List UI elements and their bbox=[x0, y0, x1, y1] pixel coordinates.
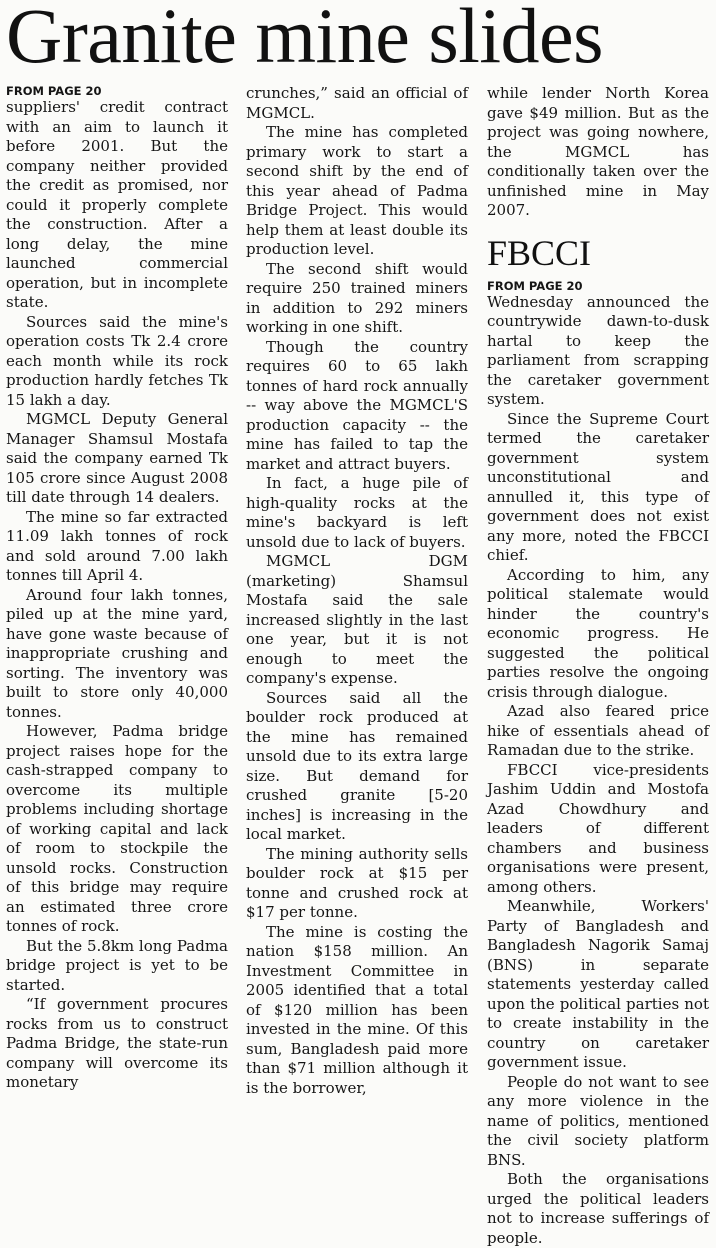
paragraph: However, Padma bridge project raises hope for the cash-strapped company to overcome its multiple problems including shortage of working capital and lack of room to stockpile the unsold rocks. Construction of this bridge may require an estimated three crore tonnes of rock. bbox=[6, 722, 228, 935]
paragraph: The mine has completed primary work to start a second shift by the end of this year ahead of Padma Bridge Project. This would help them at least double its production level. bbox=[246, 123, 468, 258]
headline: Granite mine slides bbox=[6, 0, 604, 79]
paragraph: Sources said the mine's operation costs Tk 2.4 crore each month while its rock production hardly fetches Tk 15 lakh a day. bbox=[6, 312, 228, 409]
paragraph: The mine so far extracted 11.09 lakh tonnes of rock and sold around 7.00 lakh tonnes till April 4. bbox=[6, 507, 228, 584]
paragraph: But the 5.8km long Padma bridge project is yet to be started. bbox=[6, 936, 228, 994]
paragraph: Wednesday announced the countrywide dawn-to-dusk hartal to keep the parliament from scrapping the caretaker government system. bbox=[487, 292, 709, 408]
article-column-3 bbox=[487, 84, 709, 1248]
paragraph: The second shift would require 250 trained miners in addition to 292 miners working in one shift. bbox=[246, 259, 468, 336]
continuation-kicker: FROM PAGE 20 bbox=[487, 278, 583, 293]
continuation-kicker: FROM PAGE 20 bbox=[6, 84, 102, 98]
paragraph: In fact, a huge pile of high-quality rocks at the mine's backyard is left unsold due to lack of buyers. bbox=[246, 474, 468, 551]
paragraph: Sources said all the boulder rock produced at the mine has remained unsold due to its extra large size. But demand for crushed granite [5-20 inches] is increasing in the local market. bbox=[246, 688, 468, 843]
paragraph: Since the Supreme Court termed the caretaker government system unconstitutional and annulled it, this type of government does not exist any more, noted the FBCCI chief. bbox=[487, 409, 709, 564]
paragraph: Azad also feared price hike of essentials ahead of Ramadan due to the strike. bbox=[487, 702, 709, 759]
paragraph: Both the organisations urged the political leaders not to increase sufferings of people. bbox=[487, 1170, 709, 1247]
paragraph: “If government procures rocks from us to construct Padma Bridge, the state-run company will overcome its monetary bbox=[6, 995, 228, 1091]
paragraph: suppliers' credit contract with an aim to launch it before 2001. But the company neither provided the credit as promised, nor could it properly complete the construction. After a long delay, the mine launched commercial operation, but in incomplete state. bbox=[6, 98, 228, 311]
paragraph: FBCCI vice-presidents Jashim Uddin and Mostofa Azad Chowdhury and leaders of different chambers and business organisations were present, among others. bbox=[487, 760, 709, 896]
paragraph: MGMCL DGM (marketing) Shamsul Mostafa said the sale increased slightly in the last one year, but it is not enough to meet the company's expense. bbox=[246, 552, 468, 687]
paragraph: According to him, any political stalemate would hinder the country's economic progress. He suggested the political parties resolve the ongoing crisis through dialogue. bbox=[487, 565, 709, 701]
section-subhead: FBCCI bbox=[487, 232, 592, 273]
paragraph: People do not want to see any more violence in the name of politics, mentioned the civil society platform BNS. bbox=[487, 1072, 709, 1169]
paragraph: Around four lakh tonnes, piled up at the mine yard, have gone waste because of inappropriate crushing and sorting. The inventory was built to store only 40,000 tonnes. bbox=[6, 585, 228, 721]
paragraph: Meanwhile, Workers' Party of Bangladesh and Bangladesh Nagorik Samaj (BNS) in separate statements yesterday called upon the political parties not to create instability in the country on caretaker government issue. bbox=[487, 897, 709, 1071]
paragraph: while lender North Korea gave $49 million. But as the project was going nowhere, the MGMCL has conditionally taken over the unfinished mine in May 2007. bbox=[487, 84, 709, 219]
paragraph: The mine is costing the nation $158 million. An Investment Committee in 2005 identified that a total of $120 million has been invested in the mine. Of this sum, Bangladesh paid more than $71 million although it is the borrower, bbox=[246, 922, 468, 1097]
paragraph: The mining authority sells boulder rock at $15 per tonne and crushed rock at $17 per tonne. bbox=[246, 844, 468, 921]
article-column-1 bbox=[6, 84, 228, 1093]
paragraph: MGMCL Deputy General Manager Shamsul Mostafa said the company earned Tk 105 crore since August 2008 till date through 14 dealers. bbox=[6, 410, 228, 506]
paragraph: crunches,” said an official of MGMCL. bbox=[246, 84, 468, 122]
paragraph: Though the country requires 60 to 65 lakh tonnes of hard rock annually -- way above the MGMCL'S production capacity -- the mine has failed to tap the market and attract buyers. bbox=[246, 337, 468, 473]
article-column-2 bbox=[246, 84, 468, 1098]
